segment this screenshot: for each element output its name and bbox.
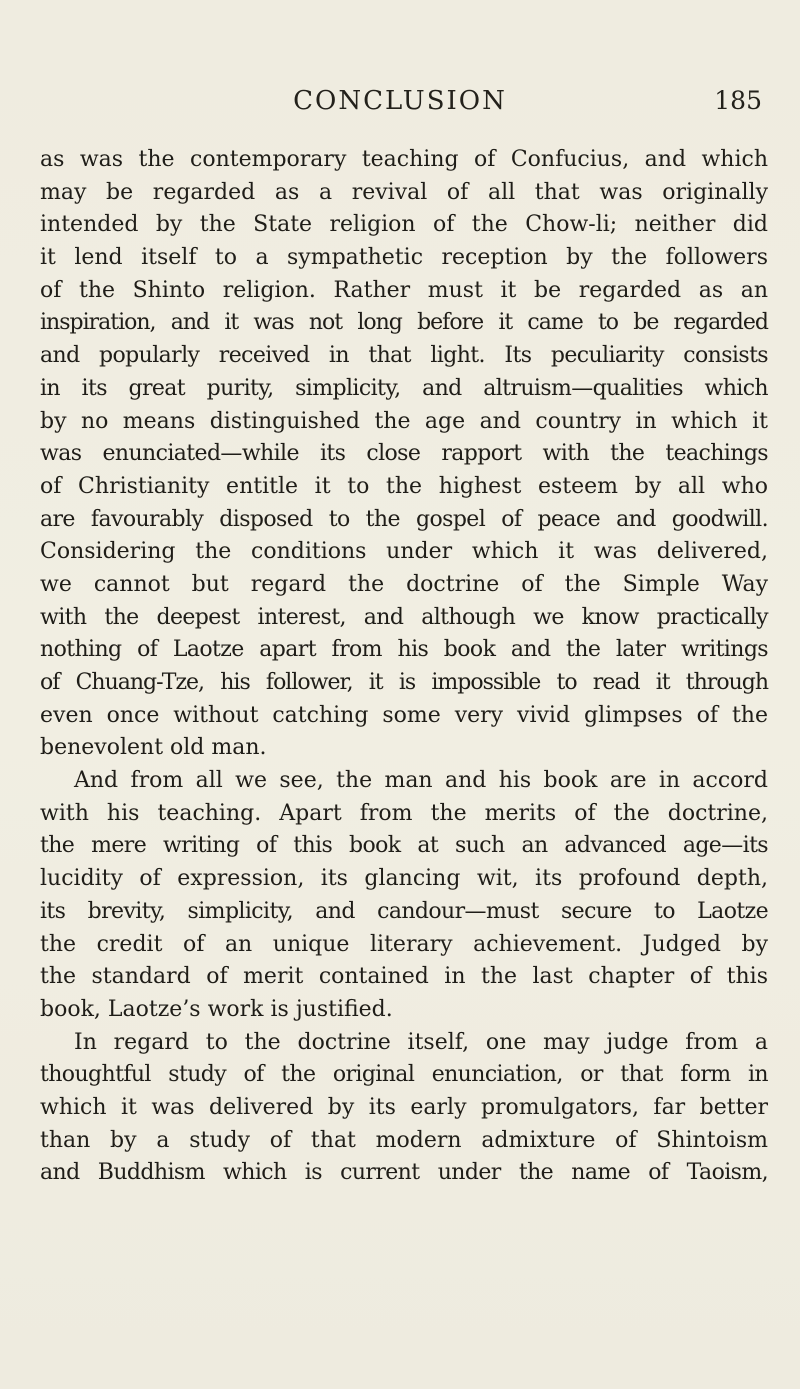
text-line: of the Shinto religion. Rather must it be regarded as an	[40, 277, 768, 303]
text-line: Considering the conditions under which it was delivered,	[40, 539, 768, 565]
text-line: by no means distinguished the age and country in which it	[40, 408, 768, 434]
text-line: even once without catching some very vivid glimpses of the	[40, 702, 768, 728]
paragraph-1	[40, 144, 768, 765]
text-line: its brevity, simplicity, and candour—must secure to Laotze	[40, 898, 768, 924]
text-line: the mere writing of this book at such an advanced age—its	[40, 833, 768, 859]
text-line: intended by the State religion of the Chow-li; neither did	[40, 212, 768, 238]
text-line: inspiration, and it was not long before it came to be regarded	[40, 310, 768, 336]
body-text	[40, 144, 768, 1190]
text-line: with his teaching. Apart from the merits of the doctrine,	[40, 800, 768, 826]
text-line: nothing of Laotze apart from his book and the later writings	[40, 637, 768, 663]
text-line: was enunciated—while its close rapport with the teachings	[40, 441, 768, 467]
text-line: and popularly received in that light. Its peculiarity consists	[40, 343, 768, 369]
text-line: And from all we see, the man and his book are in accord	[74, 768, 768, 794]
text-line: of Christianity entitle it to the highest esteem by all who	[40, 473, 768, 499]
text-line: In regard to the doctrine itself, one may judge from a	[74, 1029, 768, 1055]
text-line: with the deepest interest, and although we know practically	[40, 604, 768, 630]
text-line: are favourably disposed to the gospel of peace and goodwill.	[40, 506, 768, 532]
text-line: than by a study of that modern admixture of Shintoism	[40, 1127, 768, 1153]
page-number: 185	[714, 86, 762, 115]
chapter-title: CONCLUSION	[293, 86, 507, 116]
text-line: and Buddhism which is current under the name of Taoism,	[40, 1160, 768, 1186]
paragraph-3	[40, 1027, 768, 1190]
text-line: as was the contemporary teaching of Confucius, and which	[40, 147, 768, 172]
running-head	[40, 86, 760, 126]
text-line: it lend itself to a sympathetic reception by the followers	[40, 245, 768, 271]
text-line: book, Laotze’s work is justified.	[40, 996, 393, 1022]
text-line: in its great purity, simplicity, and altruism—qualities which	[40, 375, 768, 401]
text-line: of Chuang-Tze, his follower, it is impossible to read it through	[40, 670, 768, 695]
text-line: we cannot but regard the doctrine of the Simple Way	[40, 571, 768, 597]
text-line: which it was delivered by its early promulgators, far better	[40, 1094, 768, 1120]
text-line: the standard of merit contained in the last chapter of this	[40, 964, 768, 990]
text-line: lucidity of expression, its glancing wit, its profound depth,	[40, 866, 768, 892]
text-line: may be regarded as a revival of all that was originally	[40, 179, 768, 205]
text-line: benevolent old man.	[40, 735, 267, 761]
text-line: thoughtful study of the original enunciation, or that form in	[40, 1062, 768, 1088]
paragraph-2	[40, 765, 768, 1027]
text-line: the credit of an unique literary achievement. Judged by	[40, 931, 768, 957]
